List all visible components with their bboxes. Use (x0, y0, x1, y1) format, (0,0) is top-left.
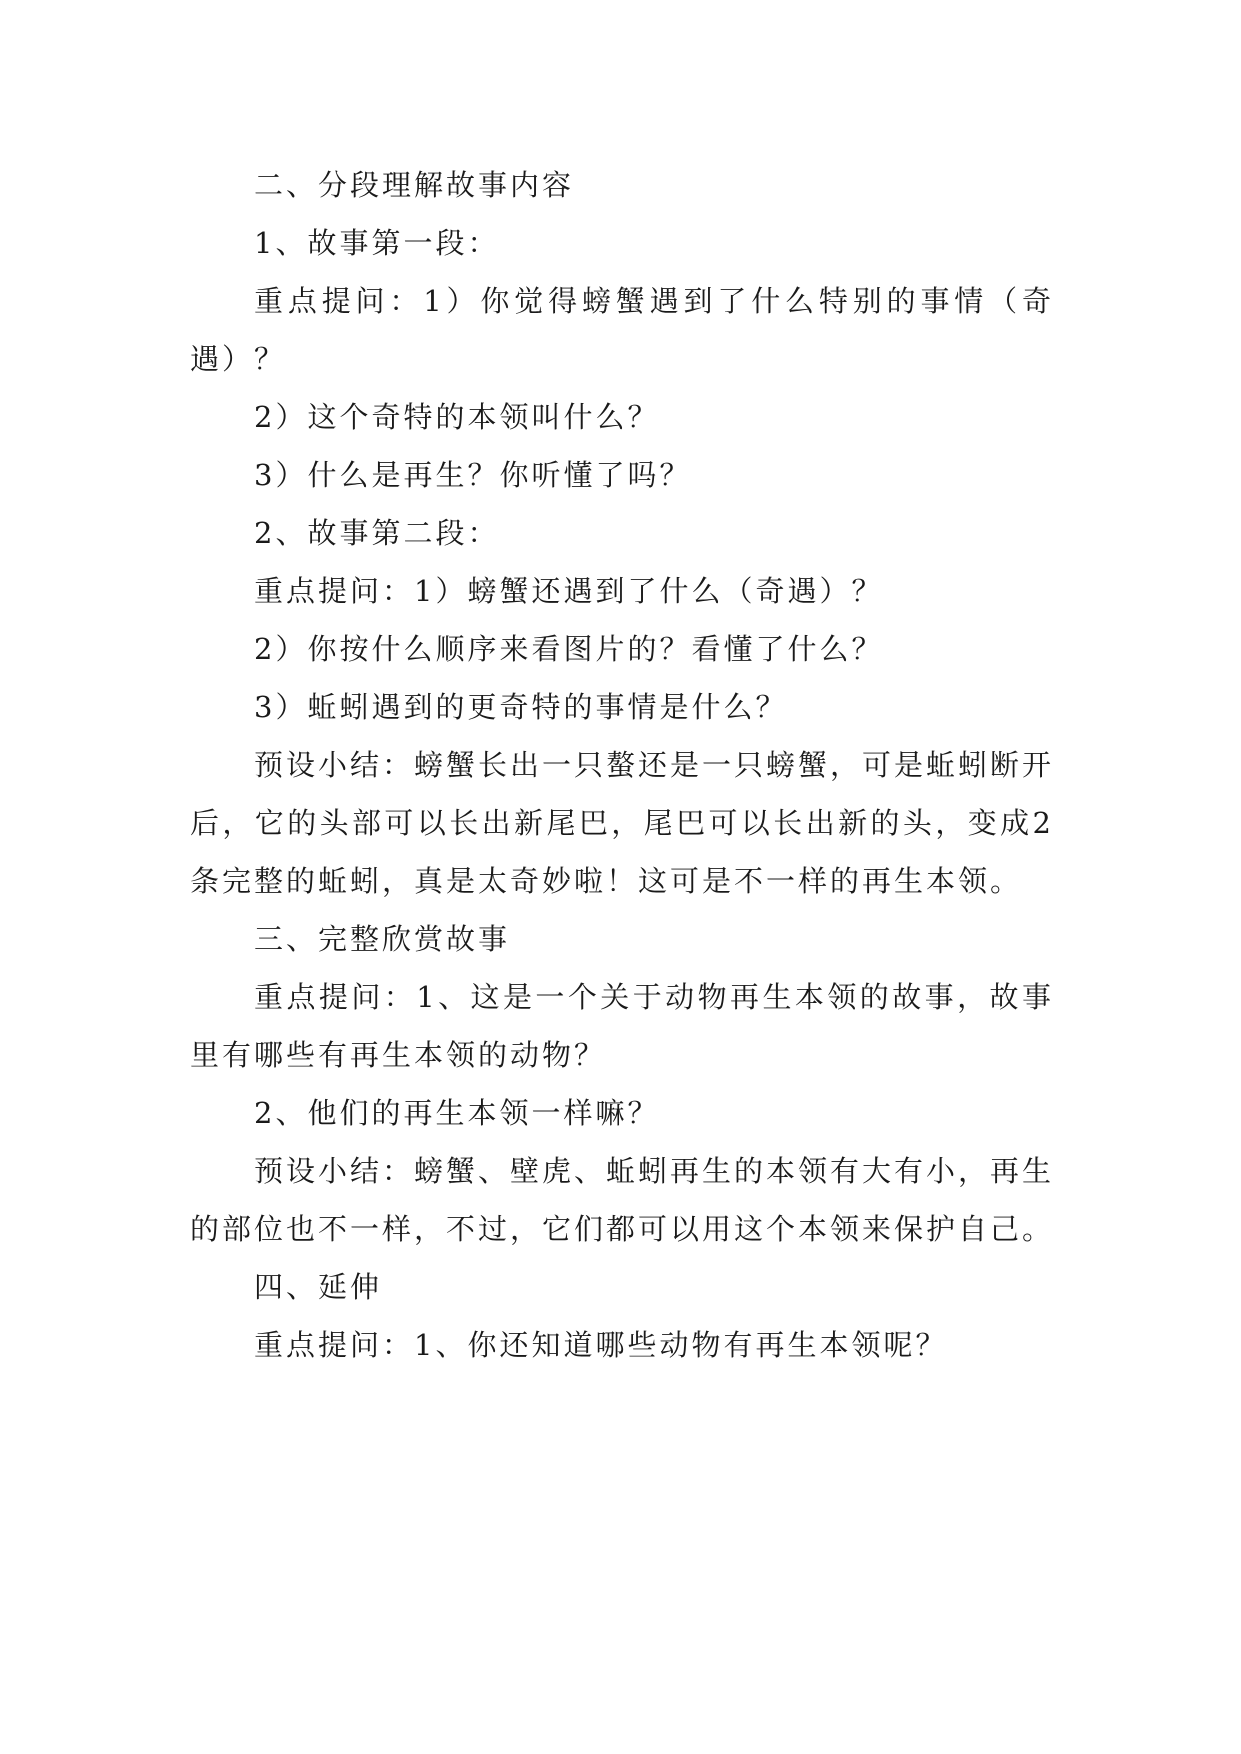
section-heading: 三、完整欣赏故事 (254, 922, 511, 956)
summary-paragraph: 预设小结：螃蟹长出一只螯还是一只螃蟹，可是蚯蚓断开后，它的头部可以长出新尾巴，尾巴可以长出新的头，变成2条完整的蚯蚓，真是太奇妙啦！这可是不一样的再生本领。 (190, 748, 1055, 898)
section-heading: 二、分段理解故事内容 (254, 168, 575, 202)
question-line: 2）你按什么顺序来看图片的？看懂了什么？ (254, 632, 884, 666)
section-heading: 四、延伸 (254, 1270, 383, 1304)
question-line: 2）这个奇特的本领叫什么？ (254, 400, 660, 434)
document-body (190, 156, 1054, 1374)
subsection-heading: 1、故事第一段： (254, 226, 500, 260)
summary-paragraph: 预设小结：螃蟹、壁虎、蚯蚓再生的本领有大有小，再生的部位也不一样，不过，它们都可以用这个本领来保护自己。 (190, 1154, 1055, 1246)
question-line: 重点提问：1、你还知道哪些动物有再生本领呢？ (254, 1328, 948, 1362)
question-line: 3）什么是再生？你听懂了吗？ (254, 458, 692, 492)
question-line: 3）蚯蚓遇到的更奇特的事情是什么？ (254, 690, 788, 724)
question-line: 2、他们的再生本领一样嘛？ (254, 1096, 660, 1130)
paragraph: 重点提问：1）你觉得螃蟹遇到了什么特别的事情（奇遇）？ (190, 284, 1054, 376)
question-line: 重点提问：1）螃蟹还遇到了什么（奇遇）？ (254, 574, 884, 608)
paragraph: 重点提问：1、这是一个关于动物再生本领的故事，故事里有哪些有再生本领的动物？ (190, 980, 1054, 1072)
subsection-heading: 2、故事第二段： (254, 516, 500, 550)
